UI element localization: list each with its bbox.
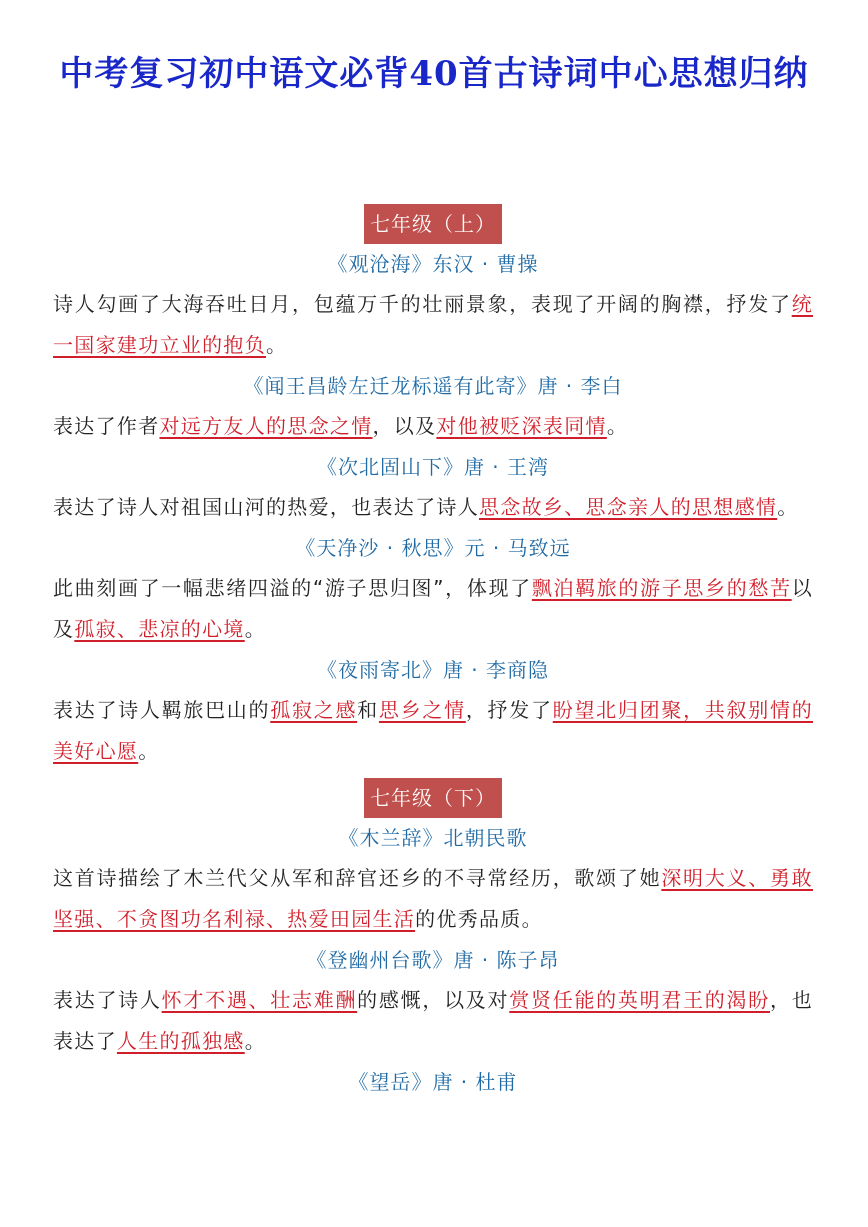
key-phrase: 赏贤任能的英明君王的渴盼 <box>509 988 770 1012</box>
poem-heading: 《登幽州台歌》唐 · 陈子昂 <box>306 948 560 972</box>
key-phrase: 怀才不遇、壮志难酬 <box>161 988 358 1012</box>
page-title: 中考复习初中语文必背40首古诗词中心思想归纳 <box>59 54 809 94</box>
poem-heading: 《闻王昌龄左迁龙标遥有此寄》唐 · 李白 <box>243 374 623 398</box>
summary-text: 。 <box>266 333 288 357</box>
grade-badge: 七年级（下） <box>364 778 502 818</box>
summary-text: ，以及 <box>372 414 437 438</box>
key-phrase: 思乡之情 <box>378 698 466 722</box>
summary-text: 这首诗描绘了木兰代父从军和辞官还乡的不寻常经历，歌颂了她 <box>53 866 662 890</box>
poem-heading: 《次北固山下》唐 · 王湾 <box>316 455 550 479</box>
key-phrase: 盼望北归团聚，共叙别情的美好心愿 <box>53 698 813 763</box>
key-phrase: 人生的孤独感 <box>116 1029 245 1053</box>
summary-text: 表达了诗人 <box>53 988 162 1012</box>
summary-text: 。 <box>777 495 799 519</box>
summary-text: 表达了诗人羁旅巴山的 <box>53 698 271 722</box>
summary-text: 诗人勾画了大海吞吐日月，包蕴万千的壮丽景象，表现了开阔的胸襟，抒发了 <box>53 292 792 316</box>
poem-summary <box>53 406 813 447</box>
poem-summary <box>53 487 813 528</box>
poem-summary <box>53 568 813 650</box>
key-phrase: 深明大义、勇敢坚强、不贪图功名利禄、热爱田园生活 <box>53 866 813 931</box>
summary-text: 以及 <box>53 576 813 641</box>
grade-badge: 七年级（上） <box>364 204 502 244</box>
poem-summary <box>53 284 813 366</box>
poem-summary <box>53 858 813 940</box>
summary-text: ，也表达了 <box>53 988 814 1053</box>
summary-text: 。 <box>244 1029 267 1053</box>
key-phrase: 孤寂、悲凉的心境 <box>74 617 245 641</box>
summary-text: 此曲刻画了一幅悲绪四溢的“游子思归图”，体现了 <box>53 576 532 600</box>
poem-summary <box>53 980 813 1062</box>
summary-text: 和 <box>357 698 379 722</box>
poem-heading: 《夜雨寄北》唐 · 李商隐 <box>316 658 550 682</box>
key-phrase: 对他被贬深表同情 <box>436 414 607 438</box>
key-phrase: 飘泊羁旅的游子思乡的愁苦 <box>531 576 792 600</box>
poem-heading: 《望岳》唐 · 杜甫 <box>348 1070 518 1094</box>
key-phrase: 孤寂之感 <box>270 698 358 722</box>
summary-text: 表达了作者 <box>53 414 160 438</box>
summary-text: 的优秀品质。 <box>415 907 543 931</box>
poem-heading: 《天净沙 · 秋思》元 · 马致远 <box>295 536 571 560</box>
summary-text: ，抒发了 <box>465 698 553 722</box>
summary-text: 表达了诗人对祖国山河的热爱，也表达了诗人 <box>53 495 479 519</box>
summary-text: 的感慨，以及对 <box>357 988 510 1012</box>
summary-text: 。 <box>244 617 267 641</box>
summary-text: 。 <box>606 414 629 438</box>
content-area <box>53 204 813 1102</box>
key-phrase: 思念故乡、思念亲人的思想感情 <box>479 495 778 519</box>
summary-text: 。 <box>138 739 160 763</box>
key-phrase: 对远方友人的思念之情 <box>159 414 373 438</box>
poem-summary <box>53 690 813 772</box>
poem-heading: 《观沧海》东汉 · 曹操 <box>327 252 539 276</box>
poem-heading: 《木兰辞》北朝民歌 <box>338 826 528 850</box>
key-phrase: 统一国家建功立业的抱负 <box>53 292 813 357</box>
